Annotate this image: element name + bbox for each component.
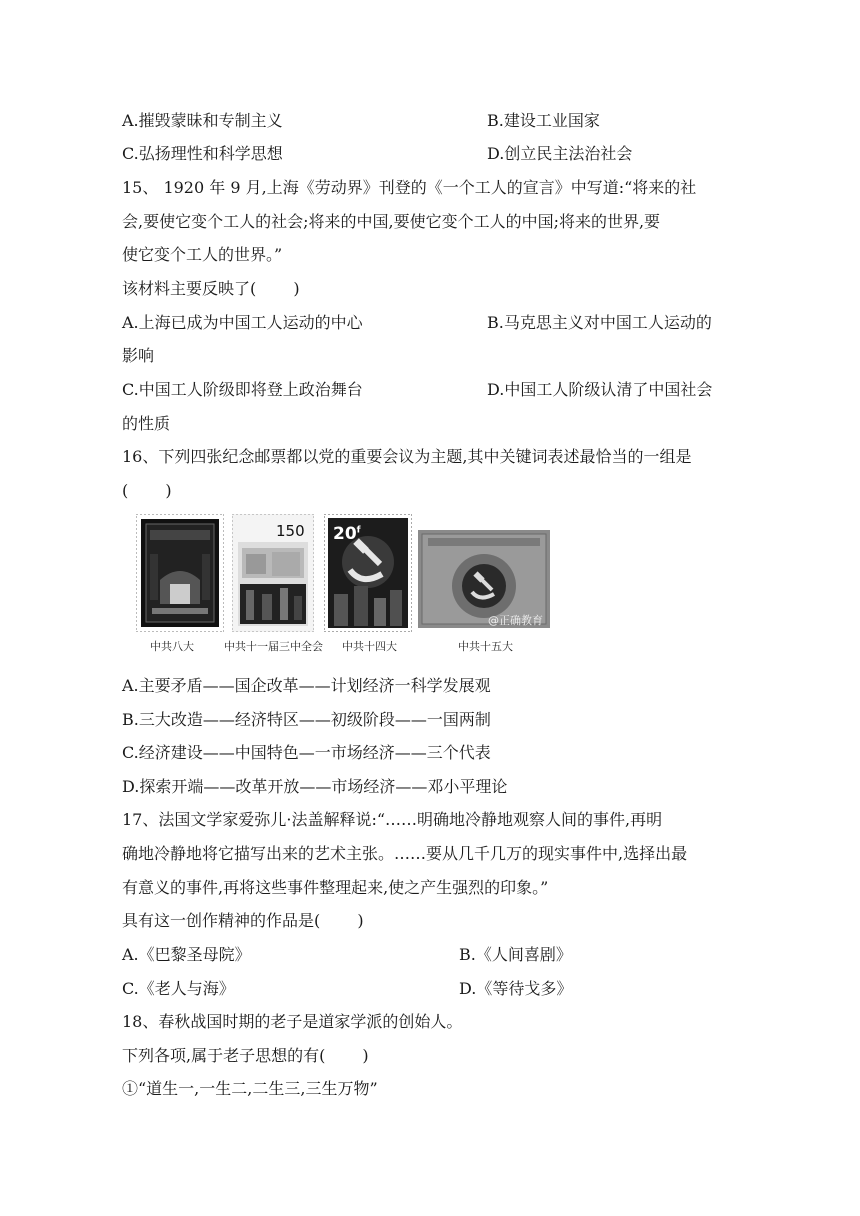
q16-stem-line2: ( ) [122, 481, 172, 500]
stamp-caption-2: 中共十一届三中全会 [224, 640, 323, 653]
q18-item-1: ①“道生一,一生二,二生三,三生万物” [122, 1079, 378, 1098]
q18-stem: 18、春秋战国时期的老子是道家学派的创始人。 [122, 1012, 463, 1031]
q15-option-b-cont: 影响 [122, 346, 155, 365]
stamps-figure [128, 514, 552, 662]
stamp-caption-4: 中共十五大 [458, 640, 513, 653]
q14-option-d: D.创立民主法治社会 [487, 144, 633, 163]
q17-stem-line3: 有意义的事件,再将这些事件整理起来,使之产生强烈的印象。” [122, 878, 549, 897]
q17-question: 具有这一创作精神的作品是( ) [122, 911, 364, 930]
q15-stem-line2: 会,要使它变个工人的社会;将来的中国,要使它变个工人的中国;将来的世界,要 [122, 212, 661, 231]
q15-option-b: B.马克思主义对中国工人运动的 [487, 313, 712, 332]
stamp2-value: 150 [276, 522, 305, 540]
q16-option-c: C.经济建设——中国特色—一市场经济——三个代表 [122, 743, 491, 762]
q16-option-d: D.探索开端——改革开放——市场经济——邓小平理论 [122, 777, 508, 796]
q15-option-d-cont: 的性质 [122, 414, 171, 433]
stamp3-value: 20$^f$ [333, 524, 361, 544]
q17-option-d: D.《等待戈多》 [459, 979, 573, 998]
q15-stem-line1: 15、 1920 年 9 月,上海《劳动界》刊登的《一个工人的宣言》中写道:“将来的社 [122, 178, 697, 197]
q17-option-c: C.《老人与海》 [122, 979, 235, 998]
q17-stem-line1: 17、法国文学家爱弥儿·法盖解释说:“……明确地冷静地观察人间的事件,再明 [122, 810, 663, 829]
q17-stem-line2: 确地冷静地将它描写出来的艺术主张。……要从几千几万的现实事件中,选择出最 [122, 844, 688, 863]
q14-option-c: C.弘扬理性和科学思想 [122, 144, 283, 163]
q17-option-b: B.《人间喜剧》 [459, 945, 572, 964]
q15-stem-line3: 使它变个工人的世界。” [122, 245, 283, 264]
q16-option-a: A.主要矛盾——国企改革——计划经济一科学发展观 [122, 676, 491, 695]
q15-option-c: C.中国工人阶级即将登上政治舞台 [122, 380, 363, 399]
q18-question: 下列各项,属于老子思想的有( ) [122, 1046, 369, 1065]
stamp-8th-congress [136, 514, 224, 632]
stamp-caption-1: 中共八大 [150, 640, 194, 653]
watermark-text: @正确教育 [488, 614, 543, 627]
stamp-caption-3: 中共十四大 [342, 640, 397, 653]
q16-stem-line1: 16、下列四张纪念邮票都以党的重要会议为主题,其中关键词表述最恰当的一组是 [122, 447, 692, 466]
q17-option-a: A.《巴黎圣母院》 [122, 945, 251, 964]
q15-option-d: D.中国工人阶级认清了中国社会 [487, 380, 713, 399]
q14-option-b: B.建设工业国家 [487, 111, 600, 130]
q16-option-b: B.三大改造——经济特区——初级阶段——一国两制 [122, 710, 491, 729]
q15-question: 该材料主要反映了( ) [122, 279, 300, 298]
q15-option-a: A.上海已成为中国工人运动的中心 [122, 313, 363, 332]
q14-option-a: A.摧毁蒙昧和专制主义 [122, 111, 283, 130]
